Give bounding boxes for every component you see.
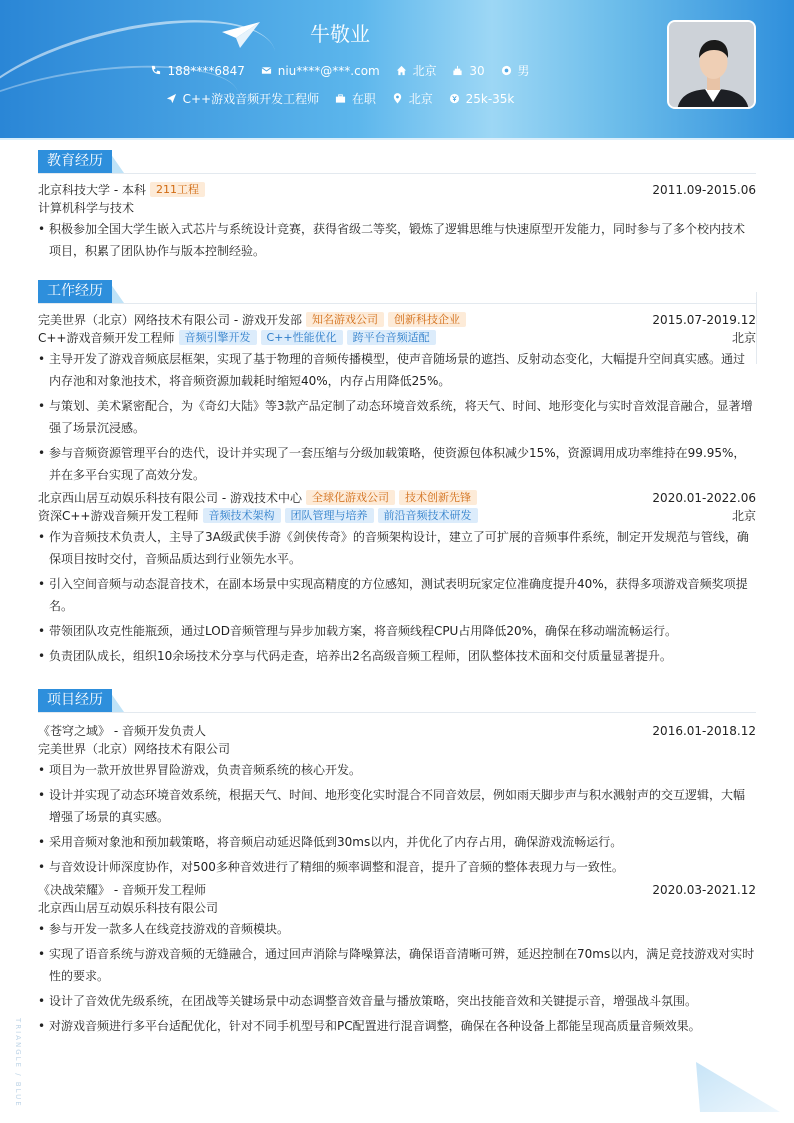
education-date: 2011.09-2015.06 (652, 183, 756, 197)
work-section (38, 280, 756, 670)
project-name: 《苍穹之域》 - 音频开发负责人 (38, 724, 206, 738)
candidate-name: 牛敬业 (310, 22, 370, 46)
education-bullets (38, 218, 756, 262)
list-item: • 主导开发了游戏音频底层框架，实现了基于物理的音频传播模型，使声音随场景的遮挡、反射动态变化，大幅提升空间真实感。通过内存池和对象池技术，将音频资源加载耗时缩短40%，内存占用降低25%。 (38, 348, 756, 392)
skill-tag: 音频技术架构 (203, 508, 281, 523)
email-text: niu****@***.com (277, 64, 380, 78)
section-title: 项目经历 (38, 689, 112, 712)
skill-tag: 音频引擎开发 (179, 330, 257, 345)
mail-icon (261, 65, 272, 76)
job-intent-row (0, 90, 680, 107)
list-item: • 设计了音效优先级系统，在团战等关键场景中动态调整音效音量与播放策略，突出技能音效和关键提示音，增强战斗氛围。 (38, 990, 756, 1012)
list-item: • 项目为一款开放世界冒险游戏，负责音频系统的核心开发。 (38, 759, 756, 781)
email-item (261, 64, 380, 78)
home-icon (396, 65, 407, 76)
work-bullets (38, 348, 756, 486)
work-entry-header (38, 311, 756, 329)
company-tag: 技术创新先锋 (399, 490, 477, 505)
list-item: • 负责团队成长，组织10余场技术分享与代码走查，培养出2名高级音频工程师，团队整体技术面和交付质量显著提升。 (38, 645, 756, 667)
phone-text: 188****6847 (167, 64, 245, 78)
contact-row (0, 62, 680, 79)
city-text: 北京 (408, 92, 433, 106)
project-org: 北京西山居互动娱乐科技有限公司 (38, 901, 219, 915)
send-icon (166, 93, 177, 104)
school-name: 北京科技大学 - 本科 (38, 183, 146, 197)
skill-tag: 前沿音频技术研发 (378, 508, 478, 523)
education-entry-header (38, 181, 756, 199)
list-item: • 作为音频技术负责人，主导了3A级武侠手游《剑侠传奇》的音频架构设计，建立了可扩展的音频事件系统，制定开发规范与管线，确保项目按时交付，音频品质达到行业领先水平。 (38, 526, 756, 570)
watermark-text: TRIANGLE / BLUE (14, 1018, 22, 1108)
location-icon (392, 93, 403, 104)
list-item: • 采用音频对象池和预加载策略，将音频启动延迟降低到30ms以内，并优化了内存占用，确保游戏流畅运行。 (38, 831, 756, 853)
work-bullets (38, 526, 756, 667)
work-date: 2015.07-2019.12 (652, 313, 756, 327)
education-section (38, 150, 756, 265)
decorative-line (756, 292, 757, 364)
section-title: 工作经历 (38, 280, 112, 303)
section-header (38, 150, 756, 174)
list-item: • 参与音频资源管理平台的迭代，设计并实现了一套压缩与分级加载策略，使资源包体积减少15%，资源调用成功率维持在99.95%，并在多平台实现了高效分发。 (38, 442, 756, 486)
skill-tag: 跨平台音频适配 (347, 330, 436, 345)
target-role-item (166, 90, 320, 107)
phone-item (150, 64, 244, 78)
job-title: 资深C++游戏音频开发工程师 (38, 509, 199, 523)
portrait-image (669, 22, 756, 109)
project-entry-header (38, 881, 756, 899)
list-item: • 设计并实现了动态环境音效系统，根据天气、时间、地形变化实时混合不同音效层，例如雨天脚步声与积水溅射声的交互逻辑，大幅增强了场景的真实感。 (38, 784, 756, 828)
company-name: 北京西山居互动娱乐科技有限公司 - 游戏技术中心 (38, 491, 302, 505)
project-date: 2020.03-2021.12 (652, 883, 756, 897)
project-bullets (38, 918, 756, 1037)
project-name: 《决战荣耀》 - 音频开发工程师 (38, 883, 206, 897)
skill-tag: C++性能优化 (261, 330, 343, 345)
list-item: • 与策划、美术紧密配合，为《奇幻大陆》等3款产品定制了动态环境音效系统，将天气、时间、地形变化与实时音效混音融合，显著增强了场景沉浸感。 (38, 395, 756, 439)
projects-section (38, 689, 756, 1040)
list-item: • 与音效设计师深度协作，对500多种音效进行了精细的频率调整和混音，提升了音频的整体表现力与一致性。 (38, 856, 756, 878)
section-header (38, 689, 756, 713)
project-org: 完美世界（北京）网络技术有限公司 (38, 742, 231, 756)
work-role-row (38, 329, 756, 347)
list-item: • 带领团队攻克性能瓶颈，通过LOD音频管理与异步加载方案，将音频线程CPU占用降低20%，确保在移动端流畅运行。 (38, 620, 756, 642)
work-city: 北京 (731, 331, 756, 345)
skill-tag: 团队管理与培养 (285, 508, 374, 523)
cake-icon (452, 65, 463, 76)
header-divider (0, 138, 794, 140)
phone-icon (150, 65, 161, 76)
project-entry-header (38, 722, 756, 740)
list-item: • 积极参加全国大学生嵌入式芯片与系统设计竞赛，获得省级二等奖，锻炼了逻辑思维与快速原型开发能力，同时参与了多个校内技术项目，积累了团队协作与版本控制经验。 (38, 218, 756, 262)
age-text: 30 (469, 64, 485, 78)
salary-item (449, 92, 515, 106)
school-tag: 211工程 (150, 182, 205, 197)
salary-icon (449, 93, 460, 104)
status-item (335, 90, 376, 107)
list-item: • 对游戏音频进行多平台适配优化，针对不同手机型号和PC配置进行混音调整，确保在各种设备上都能呈现高质量音频效果。 (38, 1015, 756, 1037)
gender-text: 男 (517, 64, 530, 78)
home-item (396, 62, 437, 79)
company-tag: 全球化游戏公司 (306, 490, 395, 505)
work-role-row (38, 507, 756, 525)
gender-item (501, 62, 530, 79)
avatar (667, 20, 756, 109)
company-name: 完美世界（北京）网络技术有限公司 - 游戏开发部 (38, 313, 302, 327)
section-header (38, 280, 756, 304)
company-tag: 知名游戏公司 (306, 312, 384, 327)
section-title: 教育经历 (38, 150, 112, 173)
company-tag: 创新科技企业 (388, 312, 466, 327)
target-role-text: C++游戏音频开发工程师 (182, 92, 320, 106)
list-item: • 实现了语音系统与游戏音频的无缝融合，通过回声消除与降噪算法，确保语音清晰可辨，延迟控制在70ms以内，满足竞技游戏对实时性的要求。 (38, 943, 756, 987)
gender-icon (501, 65, 512, 76)
salary-text: 25k-35k (465, 92, 515, 106)
list-item: • 引入空间音频与动态混音技术，在副本场景中实现高精度的方位感知，测试表明玩家定位准确度提升40%，获得多项游戏音频奖项提名。 (38, 573, 756, 617)
major: 计算机科学与技术 (38, 201, 135, 215)
work-city: 北京 (731, 509, 756, 523)
home-text: 北京 (412, 64, 437, 78)
corner-triangle-decoration (696, 1062, 780, 1112)
status-text: 在职 (351, 92, 376, 106)
project-bullets (38, 759, 756, 878)
briefcase-icon (335, 93, 346, 104)
age-item (452, 64, 484, 78)
work-date: 2020.01-2022.06 (652, 491, 756, 505)
city-item (392, 90, 433, 107)
list-item: • 参与开发一款多人在线竞技游戏的音频模块。 (38, 918, 756, 940)
work-entry-header (38, 489, 756, 507)
job-title: C++游戏音频开发工程师 (38, 331, 175, 345)
project-date: 2016.01-2018.12 (652, 724, 756, 738)
